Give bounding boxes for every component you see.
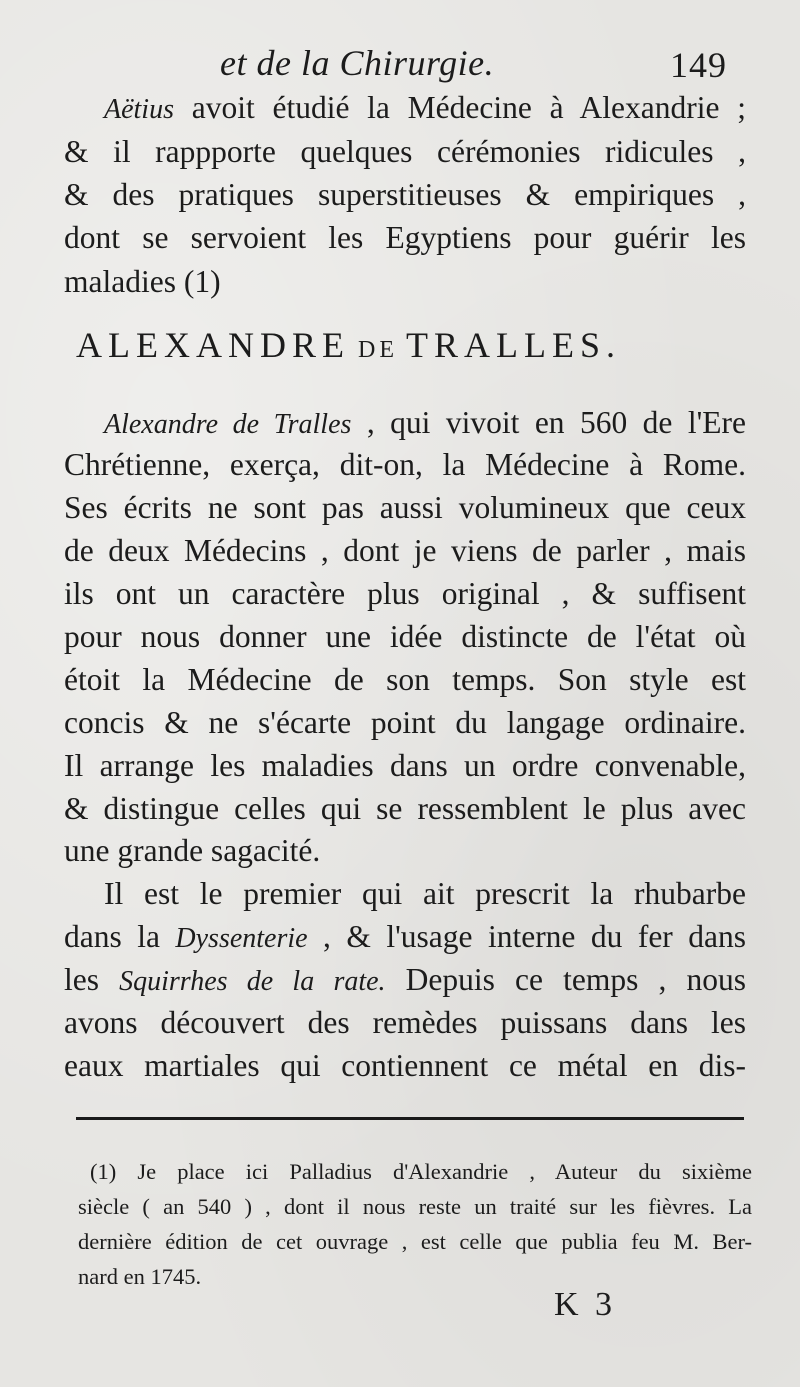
footnote-line-3: dernière édition de cet ouvrage , est celle que publia feu M. Ber- [78,1229,752,1254]
paragraph-1-line-1: Aëtius avoit étudié la Médecine à Alexandrie ; [104,90,746,125]
term-squirrhes: Squirrhes de la rate. [119,966,386,997]
footnote-line-1: (1) Je place ici Palladius d'Alexandrie , Auteur du sixième [90,1159,752,1184]
paragraph-1-line-3: & des pratiques superstitieuses & empiriques , [64,177,746,212]
running-title: et de la Chirurgie. [220,43,495,83]
paragraph-2-line-10: & distingue celles qui se ressemblent le plus avec [64,791,746,826]
paragraph-2-line-1: Alexandre de Tralles , qui vivoit en 560 de l'Ere [104,405,747,440]
paragraph-3-line-1: Il est le premier qui ait prescrit la rhubarbe [104,876,746,911]
page-number: 149 [670,45,727,85]
paragraph-2-line-2: Chrétienne, exerça, dit-on, la Médecine à Rome. [64,447,746,482]
paragraph-3-line-3: les Squirrhes de la rate. Depuis ce temps , nous [64,962,746,997]
term-dyssenterie: Dyssenterie [175,923,308,954]
paragraph-3-line-2: dans la Dyssenterie , & l'usage interne du fer dans [64,919,746,954]
paragraph-2-line-11: une grande sagacité. [64,833,321,868]
paragraph-3-line-4: avons découvert des remèdes puissans dans les [64,1005,746,1040]
section-heading: ALEXANDRE DE TRALLES. [76,325,621,365]
paragraph-2-line-5: ils ont un caractère plus original , & suffisent [64,576,746,611]
paragraph-2-line-3: Ses écrits ne sont pas aussi volumineux que ceux [64,490,746,525]
footnote-rule [76,1117,744,1120]
paragraph-2-line-9: Il arrange les maladies dans un ordre convenable, [64,748,746,783]
paragraph-1-line-2: & il rappporte quelques cérémonies ridicules , [64,134,746,169]
footnote-line-4: nard en 1745. [78,1264,202,1289]
author-name-alexandre: Alexandre de Tralles [104,409,352,440]
paragraph-1-line-5: maladies (1) [64,264,221,299]
author-name-aetius: Aëtius [104,94,174,125]
paragraph-2-line-8: concis & ne s'écarte point du langage ordinaire. [64,705,746,740]
footnote-line-2: siècle ( an 540 ) , dont il nous reste un traité sur les fièvres. La [78,1194,752,1219]
running-head [0,42,800,92]
paragraph-2-line-6: pour nous donner une idée distincte de l'état où [64,619,746,654]
paragraph-1-line-4: dont se servoient les Egyptiens pour guérir les [64,220,746,255]
paragraph-2-line-4: de deux Médecins , dont je viens de parler , mais [64,533,746,568]
paragraph-2-line-7: étoit la Médecine de son temps. Son style est [64,662,746,697]
signature-mark: K 3 [554,1286,617,1323]
paragraph-3-line-5: eaux martiales qui contiennent ce métal en dis- [64,1048,746,1083]
